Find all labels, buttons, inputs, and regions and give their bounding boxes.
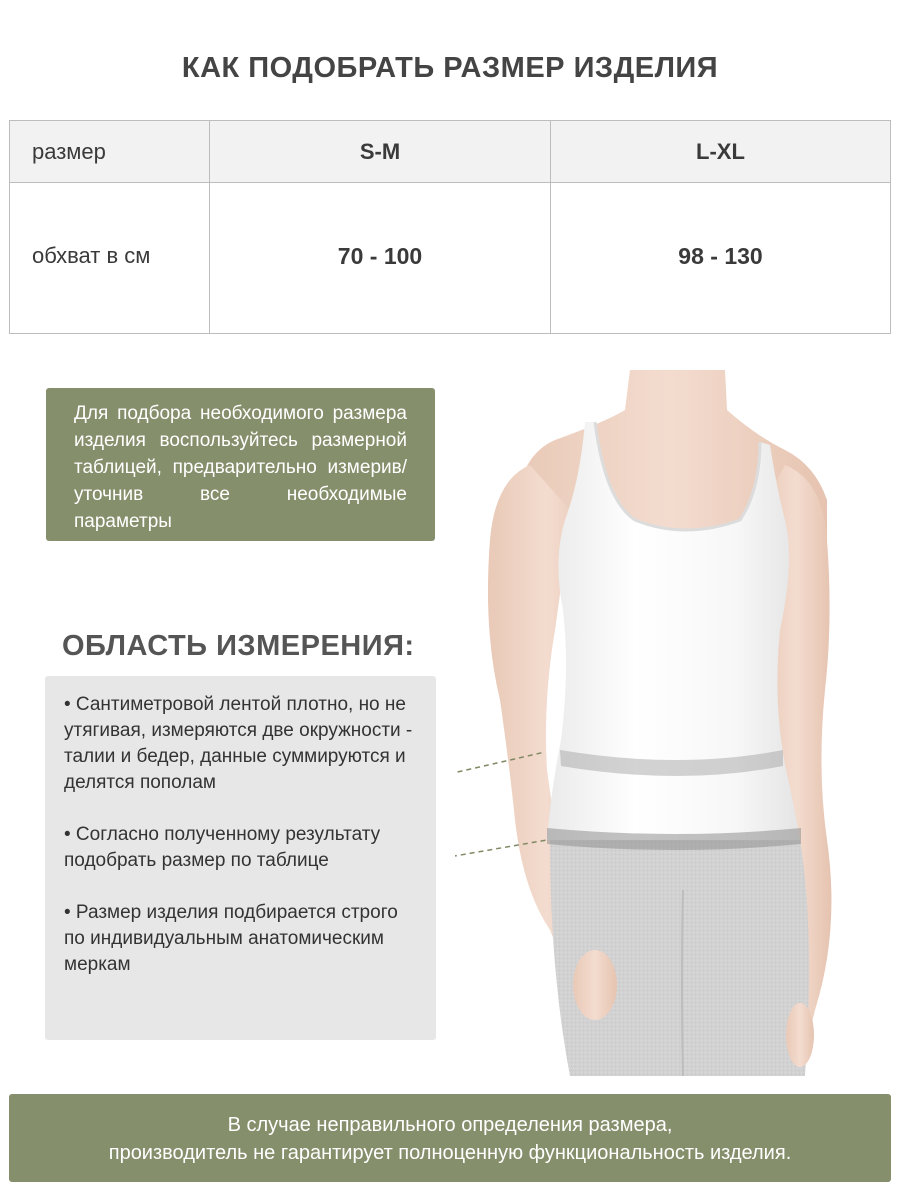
girth-s-m-value: 70 - 100 [210, 183, 551, 333]
model-left-hand [573, 950, 617, 1020]
table-header-size-l-xl: L-XL [696, 138, 745, 164]
size-advice-text: Для подбора необходимого размера изделия воспользуйтесь размерной таблицей, предварительно измерив/ уточнив все необходимые параметры [74, 403, 407, 532]
table-header-row [10, 121, 890, 183]
instruction-item: • Сантиметровой лентой плотно, но не утягивая, измеряются две окружности - талии и бедер, данные суммируются и делятся пополам [64, 694, 413, 793]
instruction-item: • Размер изделия подбирается строго по индивидуальным анатомическим меркам [64, 902, 398, 975]
instruction-item: • Согласно полученному результату подобрать размер по таблице [64, 824, 381, 871]
page-title: КАК ПОДОБРАТЬ РАЗМЕР ИЗДЕЛИЯ [181, 52, 719, 84]
size-table [9, 120, 891, 334]
disclaimer-line-1: В случае неправильного определения размера, [227, 1114, 673, 1136]
model-photo-illustration [455, 370, 900, 1076]
size-advice-note [46, 388, 435, 541]
disclaimer-line-2: производитель не гарантирует полноценную функциональность изделия. [108, 1142, 792, 1164]
measurement-area-title: ОБЛАСТЬ ИЗМЕРЕНИЯ: [62, 630, 415, 662]
model-right-hand [786, 1003, 814, 1067]
table-row-label: обхват в см [10, 183, 210, 333]
measurement-instructions-panel [45, 676, 436, 1040]
table-header-size-s-m: S-M [210, 121, 551, 182]
table-header-label: размер [10, 121, 210, 182]
disclaimer-banner [9, 1094, 891, 1182]
girth-l-xl-value: 98 - 130 [678, 243, 763, 269]
table-row [10, 183, 890, 333]
